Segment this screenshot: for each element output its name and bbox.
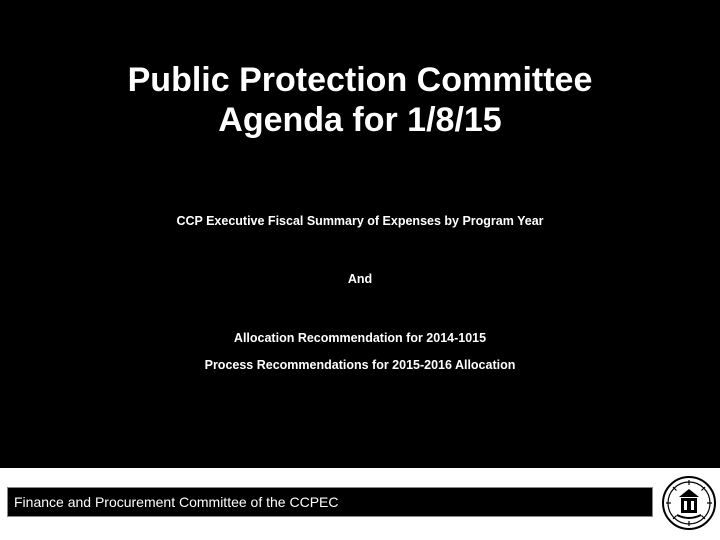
county-seal-icon	[661, 475, 717, 531]
slide-title	[0, 60, 720, 140]
footer-text: Finance and Procurement Committee of the CCPEC	[14, 494, 339, 510]
footer-bar	[7, 487, 653, 517]
subtitle-process: Process Recommendations for 2015-2016 Allocation	[204, 358, 516, 372]
subtitle-summary: CCP Executive Fiscal Summary of Expenses by Program Year	[176, 214, 544, 228]
subtitle-and: And	[347, 272, 373, 286]
title-line-1: Public Protection Committee	[127, 61, 593, 99]
title-line-2: Agenda for 1/8/15	[218, 101, 502, 139]
subtitle-allocation: Allocation Recommendation for 2014-1015	[233, 331, 487, 345]
